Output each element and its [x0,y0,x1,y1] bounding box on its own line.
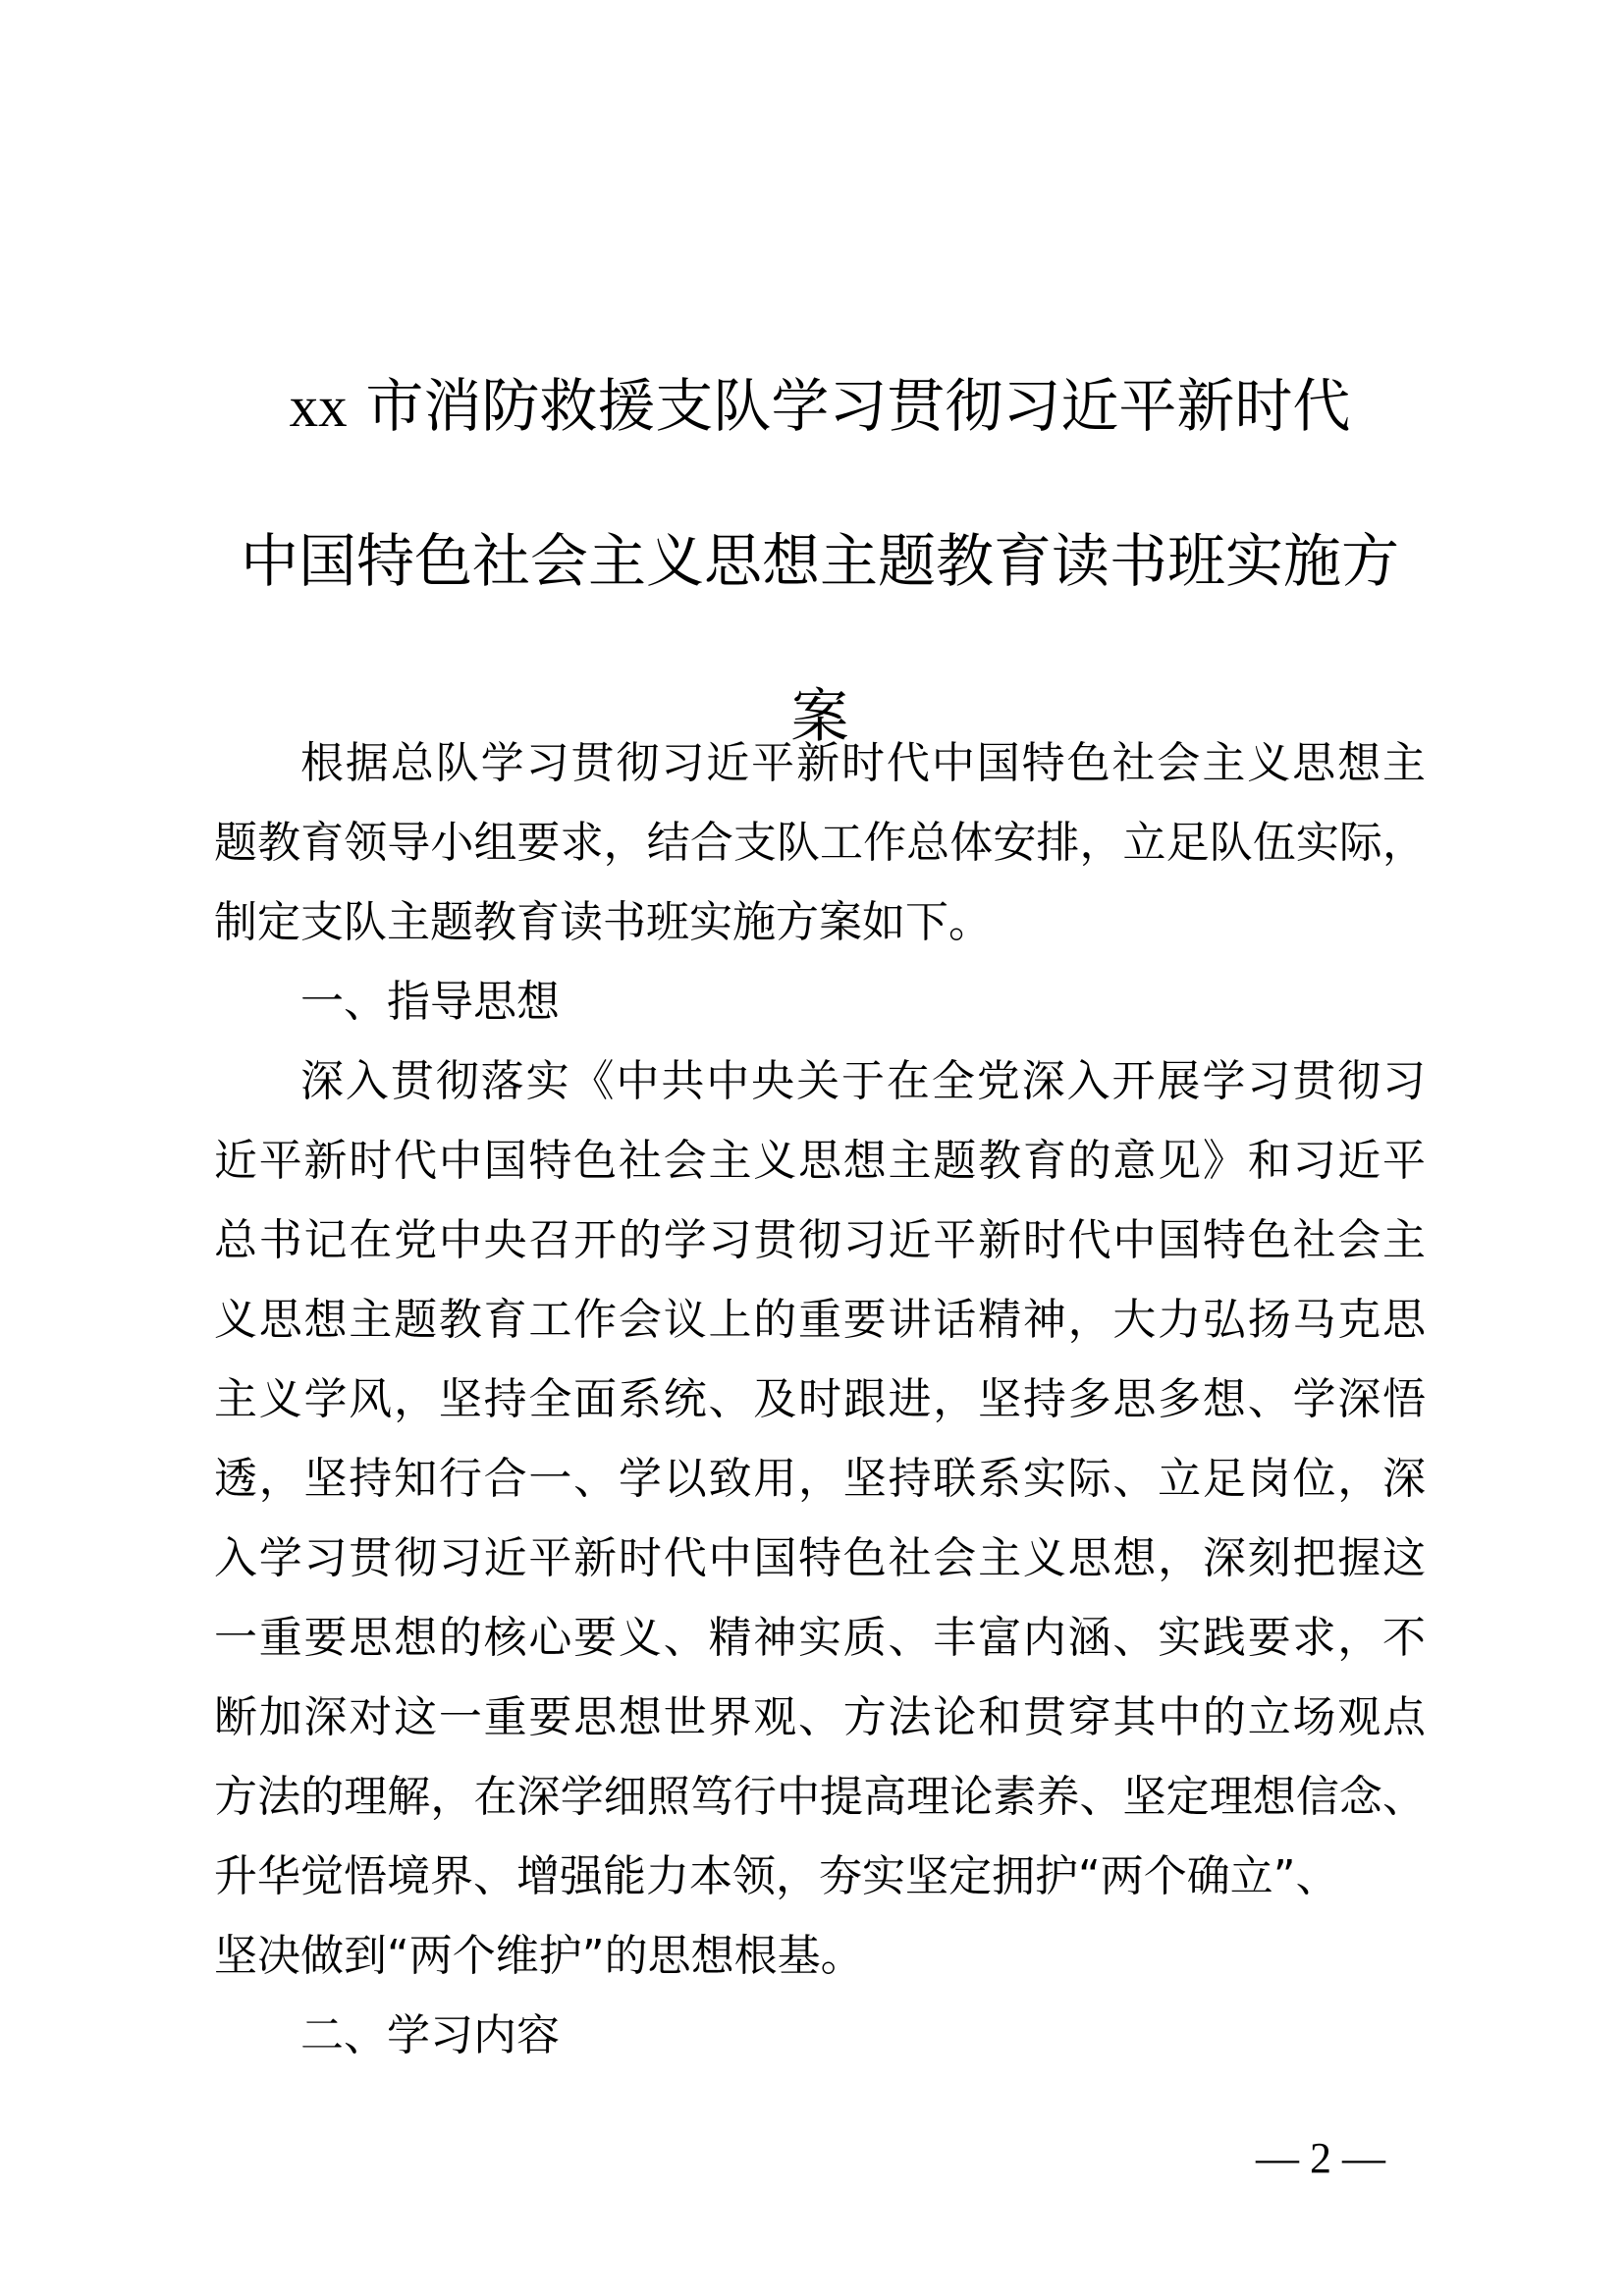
paragraph-line: 深入贯彻落实《中共中央关于在全党深入开展学习贯彻习 [300,1056,1426,1106]
paragraph-line: 断加深对这一重要思想世界观、方法论和贯穿其中的立场观点 [214,1692,1426,1742]
paragraph-line: 透，坚持知行合一、学以致用，坚持联系实际、立足岗位，深 [214,1454,1426,1504]
title-line-1 [214,329,1426,484]
paragraph-line: 主义学风，坚持全面系统、及时跟进，坚持多思多想、学深悟 [214,1374,1426,1424]
intro-line: 题教育领导小组要求，结合支队工作总体安排，立足队伍实际， [214,818,1426,868]
title-line-1-text: 市消防救援支队学习贯彻习近平新时代 [365,372,1351,440]
document-body [214,723,1426,2075]
section-heading-study-content: 二、学习内容 [300,2010,560,2060]
title-prefix: xx [289,374,348,439]
paragraph-line: 坚决做到“两个维护”的思想根基。 [214,1931,864,1981]
page-number: — 2 — [1256,2134,1385,2182]
paragraph-line: 升华觉悟境界、增强能力本领，夯实坚定拥护“两个确立”、 [214,1851,1339,1901]
paragraph-line: 方法的理解，在深学细照笃行中提高理论素养、坚定理想信念、 [214,1772,1426,1822]
title-line-2: 中国特色社会主义思想主题教育读书班实施方案 [240,527,1399,750]
paragraph-line: 入学习贯彻习近平新时代中国特色社会主义思想，深刻把握这 [214,1533,1426,1583]
paragraph-line: 义思想主题教育工作会议上的重要讲话精神，大力弘扬马克思 [214,1295,1426,1345]
paragraph-line: 总书记在党中央召开的学习贯彻习近平新时代中国特色社会主 [214,1215,1426,1265]
paragraph-line: 一重要思想的核心要义、精神实质、丰富内涵、实践要求，不 [214,1613,1426,1663]
intro-line: 根据总队学习贯彻习近平新时代中国特色社会主义思想主 [300,738,1426,788]
intro-line: 制定支队主题教育读书班实施方案如下。 [214,897,992,947]
paragraph-line: 近平新时代中国特色社会主义思想主题教育的意见》和习近平 [214,1136,1426,1186]
section-heading-guiding-thought: 一、指导思想 [300,977,560,1027]
